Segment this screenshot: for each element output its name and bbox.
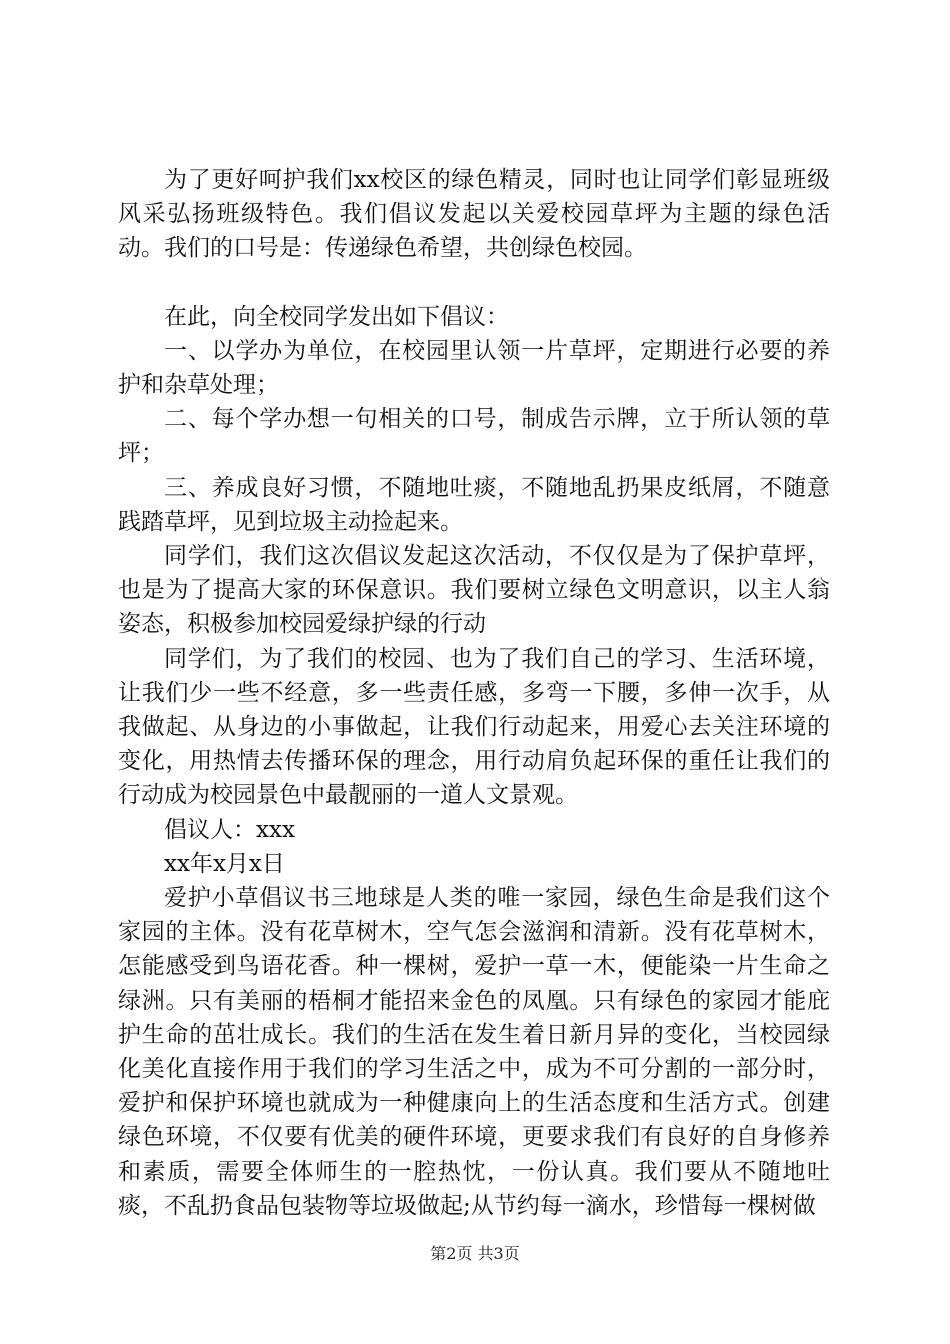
paragraph-item-3: 三、养成良好习惯，不随地吐痰，不随地乱扔果皮纸屑，不随意践踏草坪，见到垃圾主动捡起来。 — [118, 474, 830, 535]
document-body — [118, 163, 830, 1223]
paragraph-item-2: 二、每个学办想一句相关的口号，制成告示牌，立于所认领的草坪； — [118, 406, 830, 467]
paragraph-proposal-lead: 在此，向全校同学发出如下倡议： — [164, 303, 509, 330]
paragraph-item-1: 一、以学办为单位，在校园里认领一片草坪，定期进行必要的养护和杂草处理； — [118, 337, 830, 399]
signature-line: 倡议人：xxx — [164, 816, 295, 843]
date-line: xx年x月x日 — [164, 850, 285, 877]
paragraph-intro: 为了更好呵护我们xx校区的绿色精灵，同时也让同学们彰显班级风采弘扬班级特色。我们倡议发起以关爱校园草坪为主题的绿色活动。我们的口号是：传递绿色希望，共创绿色校园。 — [118, 167, 830, 262]
paragraph-proposal-three: 爱护小草倡议书三地球是人类的唯一家园，绿色生命是我们这个家园的主体。没有花草树木，空气怎会滋润和清新。没有花草树木，怎能感受到鸟语花香。种一棵树，爱护一草一木，便能染一片生命之绿洲。只有美丽的梧桐才能招来金色的凤凰。只有绿色的家园才能庇护生命的茁壮成长。我们的生活在发生着日新月异的变化，当校园绿化美化直接作用于我们的学习生活之中，成为不可分割的一部分时，爱护和保护环境也就成为一种健康向上的生活态度和生活方式。创建绿色环境，不仅要有优美的硬件环境，更要求我们有良好的自身修养和素质，需要全体师生的一腔热忱，一份认真。我们要从不随地吐痰，不乱扔食品包装物等垃圾做起;从节约每一滴水，珍惜每一棵树做 — [118, 885, 830, 1219]
paragraph-appeal-1: 同学们，我们这次倡议发起这次活动，不仅仅是为了保护草坪，也是为了提高大家的环保意识。我们要树立绿色文明意识，以主人翁姿态，积极参加校园爱绿护绿的行动 — [118, 543, 830, 638]
page-footer: 第2页 共3页 — [430, 1244, 520, 1263]
paragraph-appeal-2: 同学们，为了我们的校园、也为了我们自己的学习、生活环境，让我们少一些不经意，多一些责任感，多弯一下腰，多伸一次手，从我做起、从身边的小事做起，让我们行动起来，用爱心去关注环境的变化，用热情去传播环保的理念，用行动肩负起环保的重任让我们的行动成为校园景色中最靓丽的一道人文景观。 — [118, 645, 830, 809]
